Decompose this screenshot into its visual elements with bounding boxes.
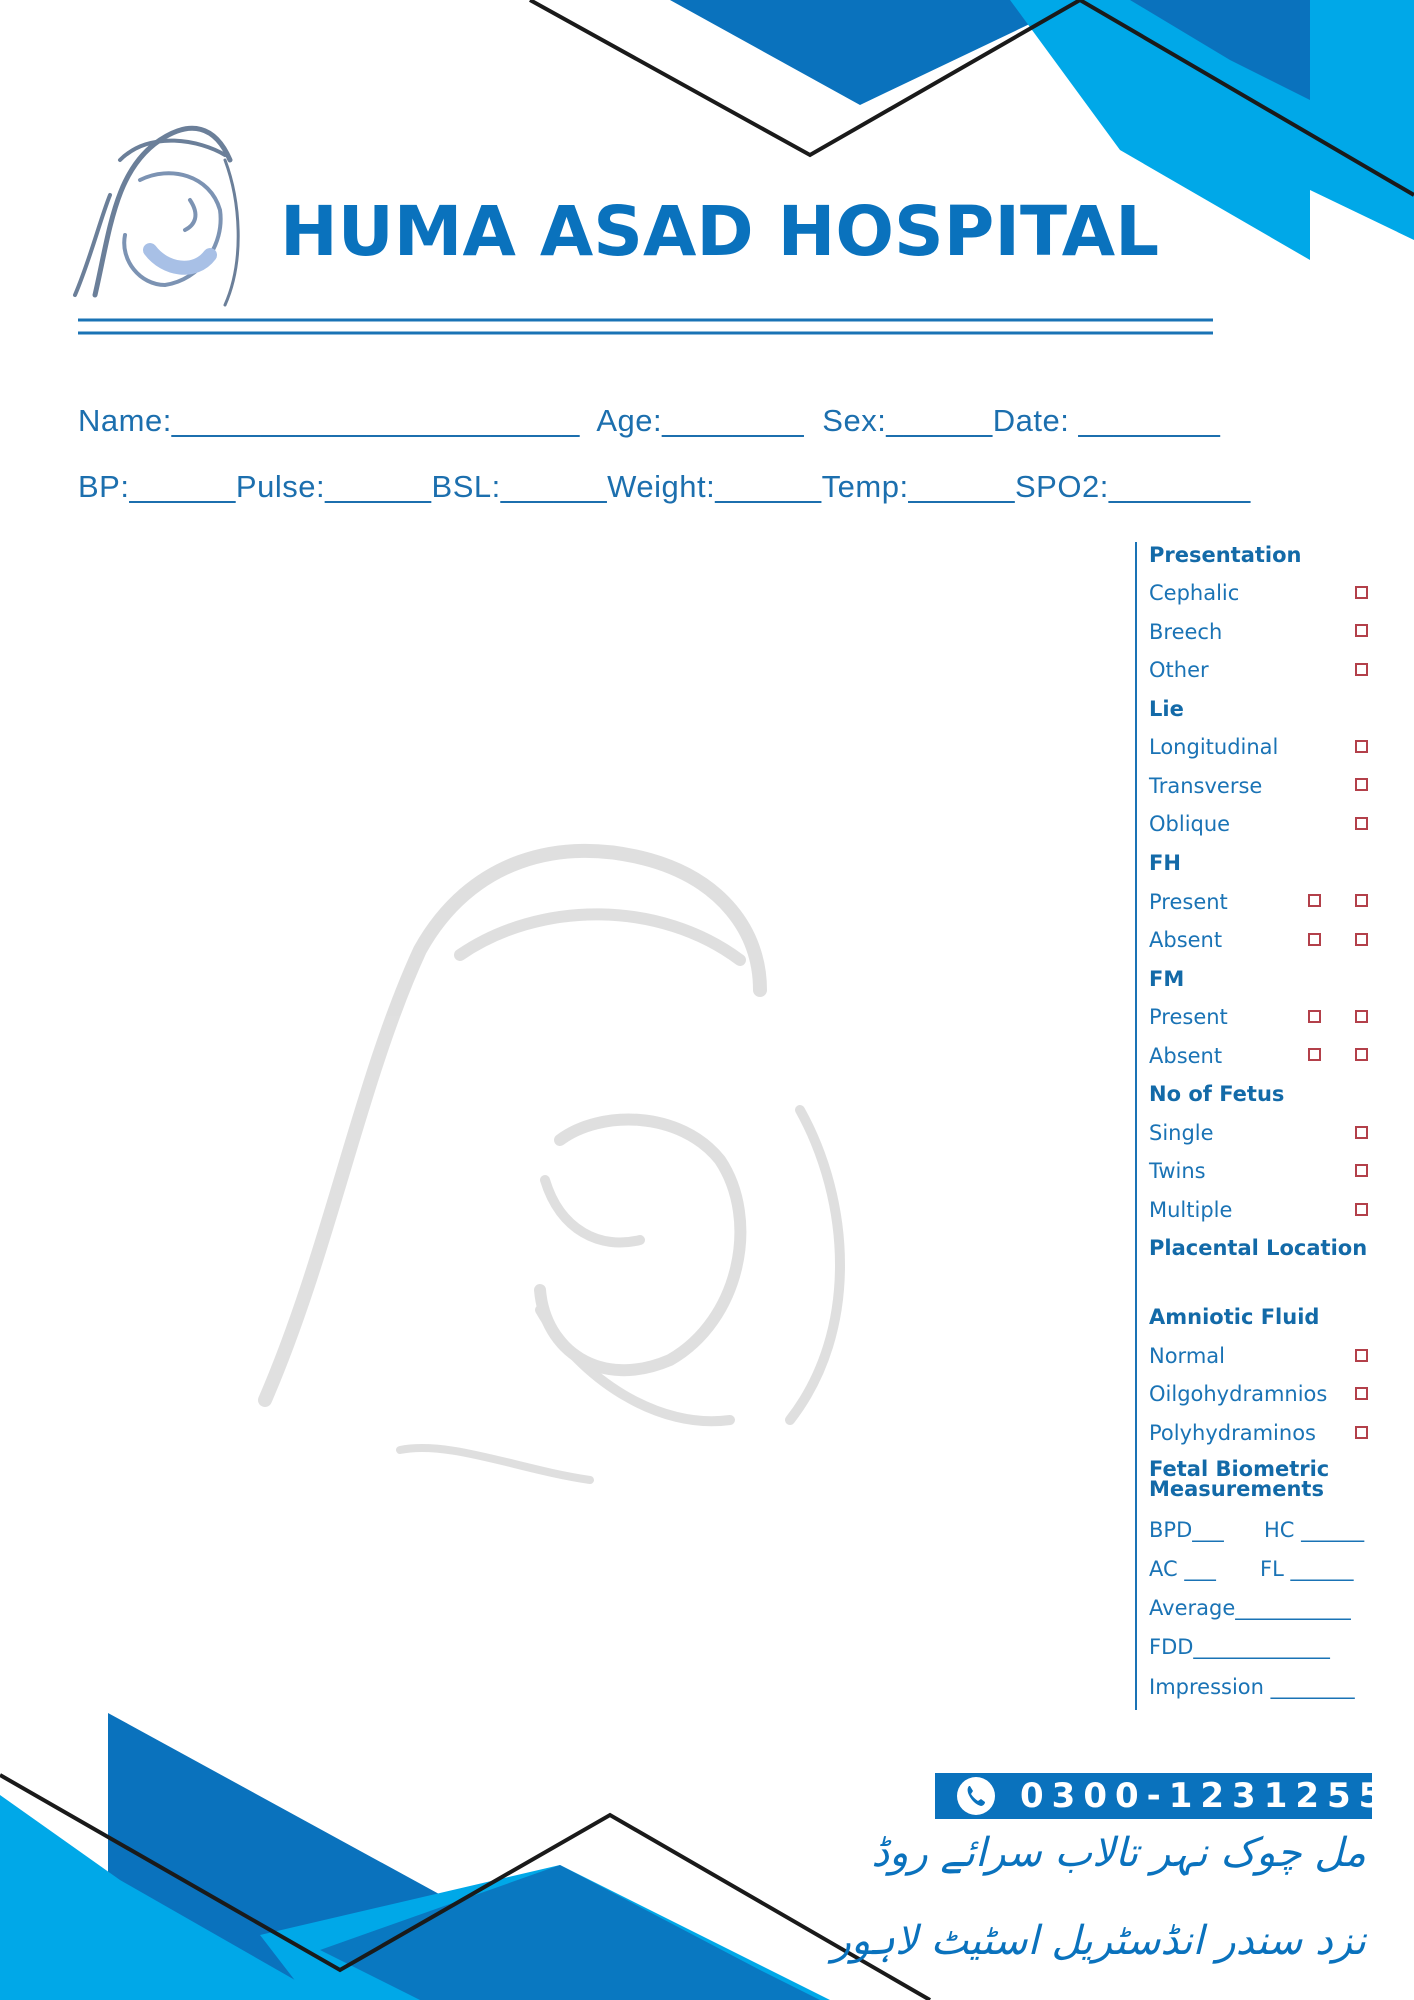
top-dark-triangle bbox=[670, 0, 1080, 105]
oblique-checkbox[interactable] bbox=[1355, 817, 1368, 830]
fm-heading: FM bbox=[1149, 967, 1185, 991]
fm-absent-label: Absent bbox=[1149, 1044, 1223, 1068]
fm-present-checkbox-2[interactable] bbox=[1355, 1010, 1368, 1023]
bpd-field[interactable]: BPD___ bbox=[1149, 1518, 1224, 1542]
normal-label: Normal bbox=[1149, 1344, 1225, 1368]
fh-present-label: Present bbox=[1149, 890, 1228, 914]
breech-label: Breech bbox=[1149, 620, 1223, 644]
oligohydramnios-checkbox[interactable] bbox=[1355, 1387, 1368, 1400]
oblique-label: Oblique bbox=[1149, 812, 1231, 836]
fm-absent-checkbox-1[interactable] bbox=[1308, 1048, 1321, 1061]
fh-absent-checkbox-2[interactable] bbox=[1355, 933, 1368, 946]
multiple-label: Multiple bbox=[1149, 1198, 1233, 1222]
fetus-heading: No of Fetus bbox=[1149, 1082, 1285, 1106]
polyhydramnios-label: Polyhydraminos bbox=[1149, 1421, 1316, 1445]
mother-child-logo-icon bbox=[75, 128, 238, 305]
fl-field[interactable]: FL ______ bbox=[1260, 1557, 1354, 1581]
twins-checkbox[interactable] bbox=[1355, 1164, 1368, 1177]
transverse-checkbox[interactable] bbox=[1355, 778, 1368, 791]
checklist-divider bbox=[1135, 542, 1137, 1710]
transverse-label: Transverse bbox=[1149, 774, 1263, 798]
impression-field[interactable]: Impression ________ bbox=[1149, 1675, 1355, 1699]
cephalic-checkbox[interactable] bbox=[1355, 586, 1368, 599]
address-line-1: مل چوک نہر تالاب سرائے روڈ bbox=[871, 1830, 1366, 1876]
longitudinal-checkbox[interactable] bbox=[1355, 740, 1368, 753]
cephalic-label: Cephalic bbox=[1149, 581, 1240, 605]
twins-label: Twins bbox=[1149, 1159, 1206, 1183]
phone-icon bbox=[955, 1775, 997, 1817]
phone-number[interactable]: 0300-1231255 bbox=[1020, 1776, 1391, 1816]
oligohydramnios-label: Oilgohydramnios bbox=[1149, 1382, 1328, 1406]
normal-checkbox[interactable] bbox=[1355, 1349, 1368, 1362]
fm-absent-checkbox-2[interactable] bbox=[1355, 1048, 1368, 1061]
fh-absent-checkbox-1[interactable] bbox=[1308, 933, 1321, 946]
single-checkbox[interactable] bbox=[1355, 1126, 1368, 1139]
hospital-name: HUMA ASAD HOSPITAL bbox=[280, 192, 1160, 272]
other-label: Other bbox=[1149, 658, 1209, 682]
top-right-edge bbox=[1310, 0, 1414, 240]
placental-location-heading: Placental Location bbox=[1149, 1236, 1368, 1260]
longitudinal-label: Longitudinal bbox=[1149, 735, 1279, 759]
fh-present-checkbox-1[interactable] bbox=[1308, 894, 1321, 907]
polyhydramnios-checkbox[interactable] bbox=[1355, 1426, 1368, 1439]
hc-field[interactable]: HC ______ bbox=[1264, 1518, 1365, 1542]
patient-info-line-1[interactable]: Name:_______________________ Age:________ Sex:______Date: ________ bbox=[78, 403, 1221, 438]
fdd-field[interactable]: FDD_____________ bbox=[1149, 1635, 1330, 1659]
presentation-heading: Presentation bbox=[1149, 543, 1302, 567]
fetal-biometric-heading-line2: Measurements bbox=[1149, 1477, 1324, 1501]
other-checkbox[interactable] bbox=[1355, 663, 1368, 676]
lie-heading: Lie bbox=[1149, 697, 1184, 721]
mother-child-watermark-icon bbox=[265, 851, 840, 1480]
breech-checkbox[interactable] bbox=[1355, 624, 1368, 637]
fm-present-checkbox-1[interactable] bbox=[1308, 1010, 1321, 1023]
fetal-biometric-heading-line1: Fetal Biometric bbox=[1149, 1457, 1330, 1481]
multiple-checkbox[interactable] bbox=[1355, 1203, 1368, 1216]
fm-present-label: Present bbox=[1149, 1005, 1228, 1029]
amniotic-fluid-heading: Amniotic Fluid bbox=[1149, 1305, 1320, 1329]
ac-field[interactable]: AC ___ bbox=[1149, 1557, 1216, 1581]
single-label: Single bbox=[1149, 1121, 1214, 1145]
fh-absent-label: Absent bbox=[1149, 928, 1223, 952]
fh-heading: FH bbox=[1149, 851, 1181, 875]
average-field[interactable]: Average___________ bbox=[1149, 1596, 1351, 1620]
fh-present-checkbox-2[interactable] bbox=[1355, 894, 1368, 907]
patient-vitals-line-2[interactable]: BP:______Pulse:______BSL:______Weight:______Temp:______SPO2:________ bbox=[78, 469, 1251, 504]
address-line-2: نزد سندر انڈسٹریل اسٹیٹ لاہور bbox=[831, 1918, 1366, 1964]
fetal-biometric-heading bbox=[1149, 1459, 1329, 1499]
